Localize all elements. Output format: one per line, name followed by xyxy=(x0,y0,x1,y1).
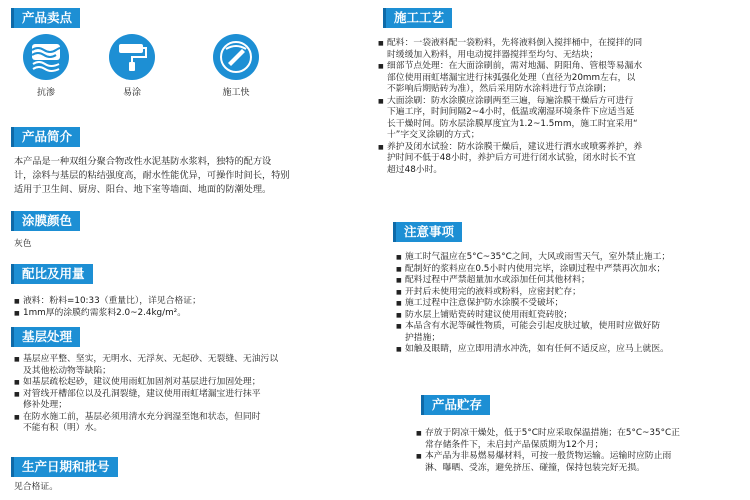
paint-roller-icon xyxy=(109,34,155,80)
color-value: 灰色 xyxy=(14,239,32,249)
right-column xyxy=(370,0,750,500)
base-heading: 基层处理 xyxy=(14,327,80,347)
list-item xyxy=(14,412,278,435)
list-item: ■ 施工时气温应在5°C~35°C之间，大风或雨雪天气，室外禁止施工； xyxy=(396,252,670,264)
features-heading: 产品卖点 xyxy=(14,8,80,28)
production-value: 见合格证。 xyxy=(14,482,58,492)
list-text: 大面涂刷：防水涂膜应涂刷两至三遍，每遍涂膜干燥后方可进行 xyxy=(387,95,634,106)
list-text: 不影响后期贴砖为准），然后采用防水涂料进行节点涂刷； xyxy=(387,84,612,94)
list-text: 对管线开槽部位以及孔洞裂缝，建议使用雨虹堵漏宝进行抹平 xyxy=(23,388,261,399)
list-item xyxy=(14,354,278,377)
construction-fast-icon xyxy=(213,34,259,80)
notes-heading: 注意事项 xyxy=(396,222,462,242)
list-item xyxy=(378,38,642,61)
list-text: 不能有积（明）水。 xyxy=(23,423,103,433)
list-item: ■ 配制好的浆料应在0.5小时内使用完毕，涂刷过程中严禁再次加水； xyxy=(396,264,670,276)
left-column xyxy=(0,0,370,500)
intro-heading: 产品简介 xyxy=(14,127,80,147)
storage-list xyxy=(416,428,680,474)
list-text: 护措施； xyxy=(405,332,441,343)
list-text: 细部节点处理：在大面涂刷前，需对地漏、阴阳角、管根等易漏水 xyxy=(387,61,643,71)
list-text: 本产品为非易燃易爆材料，可按一般货物运输。运输时应防止雨 xyxy=(425,451,672,461)
list-text: 修补处理； xyxy=(23,400,67,410)
list-item: ■ 施工过程中注意保护防水涂膜不受破坏； xyxy=(396,298,670,310)
list-text: 本品含有水泥等碱性物质，可能会引起皮肤过敏，使用时应做好防 xyxy=(405,321,661,331)
list-text: 配料：一袋液料配一袋粉料，先将液料倒入搅拌桶中，在搅拌的同 xyxy=(387,38,643,48)
list-item: ■ 配料过程中严禁超量加水或添加任何其他材料； xyxy=(396,275,670,287)
intro-line: 本产品是一种双组分聚合物改性水泥基防水浆料，独特的配方设 xyxy=(14,156,272,167)
list-text: 长干燥时间。防水层涂膜厚度宜为1.2~1.5mm，施工时宜采用“ xyxy=(387,118,638,129)
ratio-heading: 配比及用量 xyxy=(14,264,93,284)
list-text: 下遍工序，时间间隔2~4小时，低温或潮湿环境条件下应适当延 xyxy=(387,107,635,117)
list-item: ■ 开封后未使用完的液料或粉料，应密封贮存； xyxy=(396,287,670,299)
list-text: 在防水施工前，基层必须用清水充分润湿至饱和状态，但同时 xyxy=(23,411,261,422)
intro-text xyxy=(14,155,290,197)
list-text: 基层应平整、坚实，无明水、无浮灰、无起砂、无裂缝、无油污以 xyxy=(23,354,279,364)
list-item: ■ 如触及眼睛，应立即用清水冲洗，如有任何不适反应，应马上就医。 xyxy=(396,344,670,356)
list-text: 淋、曝晒、受冻，避免挤压、碰撞，保持包装完好无损。 xyxy=(425,462,645,473)
list-text: 存放于阴凉干燥处，低于5°C时应采取保温措施；在5°C~35°C正 xyxy=(425,428,680,438)
waterproof-wave-icon xyxy=(23,34,69,80)
list-item: ■ 防水层上铺贴瓷砖时建议使用雨虹瓷砖胶； xyxy=(396,310,670,322)
intro-line: 计，涂料与基层的粘结强度高，耐水性能优异，可操作时间长，特别 xyxy=(14,170,290,181)
list-text: 养护及闭水试验：防水涂膜干燥后，建议进行洒水或喷雾养护，养 xyxy=(387,141,643,152)
list-item: ■ 1mm厚的涂膜约需浆料2.0~2.4kg/m²。 xyxy=(14,308,201,320)
feature-fast-construction xyxy=(206,34,266,98)
intro-line: 适用于卫生间、厨房、阳台、地下室等墙面、地面的防潮处理。 xyxy=(14,184,272,195)
production-heading: 生产日期和批号 xyxy=(14,457,118,477)
list-text: 及其他松动物等缺陷； xyxy=(23,365,111,376)
process-list xyxy=(378,38,642,176)
ratio-list xyxy=(14,296,201,319)
feature-waterproof xyxy=(16,34,76,98)
list-text: 十”字交叉涂刷的方式； xyxy=(387,130,480,140)
list-item xyxy=(416,428,680,451)
list-item xyxy=(396,321,670,344)
process-heading: 施工工艺 xyxy=(386,8,452,28)
color-heading: 涂膜颜色 xyxy=(14,211,80,231)
feature-label: 易涂 xyxy=(122,88,141,98)
feature-easy-paint xyxy=(102,34,162,98)
feature-label: 施工快 xyxy=(222,88,250,98)
list-item: ■ 液料：粉料=10:33（重量比），详见合格证； xyxy=(14,296,201,308)
storage-heading: 产品贮存 xyxy=(424,395,490,415)
list-item xyxy=(416,451,680,474)
base-list xyxy=(14,354,278,435)
list-item xyxy=(14,389,278,412)
list-text: 超过48小时。 xyxy=(387,164,443,175)
list-text: 常存储条件下，未启封产品保质期为12个月； xyxy=(425,439,604,450)
notes-list xyxy=(396,252,670,356)
list-item xyxy=(378,96,642,142)
list-text: 部位使用雨虹堵漏宝进行抹弧强化处理（直径为20mm左右，以 xyxy=(387,72,636,83)
list-item xyxy=(378,61,642,96)
feature-label: 抗渗 xyxy=(36,88,55,98)
list-text: 护时间不低于48小时，养护后方可进行闭水试验，闭水时长不宜 xyxy=(387,153,636,163)
list-item: ■ 如基层疏松起砂，建议使用雨虹加固剂对基层进行加固处理； xyxy=(14,377,278,389)
list-item xyxy=(378,142,642,177)
list-text: 时缓缓加入粉料，用电动搅拌器搅拌至均匀、无结块； xyxy=(387,49,599,60)
